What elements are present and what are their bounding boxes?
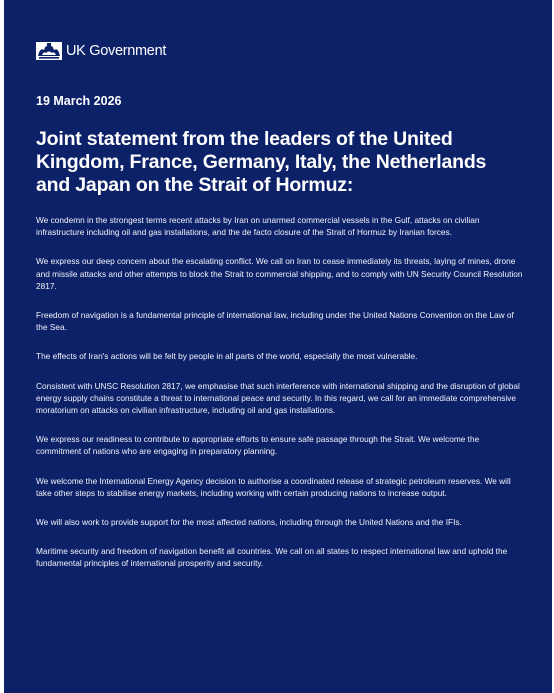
- statement-body: [36, 214, 524, 570]
- statement-page: [4, 0, 552, 693]
- paragraph: We condemn in the strongest terms recent attacks by Iran on unarmed commercial vessels in the Gulf, attacks on civilian infrastructure including oil and gas installations, and the de facto closure of the Strait of Hormuz by Iranian forces.: [36, 215, 480, 238]
- paragraph: We express our readiness to contribute to appropriate efforts to ensure safe passage through the Strait. We welcome the commitment of nations who are engaging in preparatory planning.: [36, 434, 480, 457]
- statement-title: Joint statement from the leaders of the United Kingdom, France, Germany, Italy, the Netherlands and Japan on the Strait of Hormuz:: [36, 128, 487, 196]
- paragraph: Freedom of navigation is a fundamental principle of international law, including under the United Nations Convention on the Law of the Sea.: [36, 310, 514, 333]
- paragraph: We welcome the International Energy Agency decision to authorise a coordinated release of strategic petroleum reserves. We will take other steps to stabilise energy markets, including working with certain producing nations to increase output.: [36, 475, 511, 498]
- organisation-name: UK Government: [66, 43, 167, 59]
- royal-crest-icon: [36, 42, 62, 60]
- publication-date: 19 March 2026: [36, 94, 122, 108]
- paragraph: Consistent with UNSC Resolution 2817, we emphasise that such interference with international shipping and the disruption of global energy supply chains constitute a threat to international peace and security. In this regard, we call for an immediate comprehensive moratorium on attacks on civilian infrastructure, including oil and gas installations.: [36, 380, 520, 416]
- paragraph: We express our deep concern about the escalating conflict. We call on Iran to cease immediately its threats, laying of mines, drone and missile attacks and other attempts to block the Strait to commercial shipping, and to comply with UN Security Council Resolution 2817.: [36, 256, 523, 291]
- paragraph: The effects of Iran's actions will be felt by people in all parts of the world, especially the most vulnerable.: [36, 351, 418, 362]
- gov-logo: [36, 40, 524, 62]
- paragraph: Maritime security and freedom of navigation benefit all countries. We call on all states to respect international law and uphold the fundamental principles of international prosperity and security.: [36, 546, 508, 569]
- paragraph: We will also work to provide support for the most affected nations, including through the United Nations and the IFIs.: [36, 517, 462, 528]
